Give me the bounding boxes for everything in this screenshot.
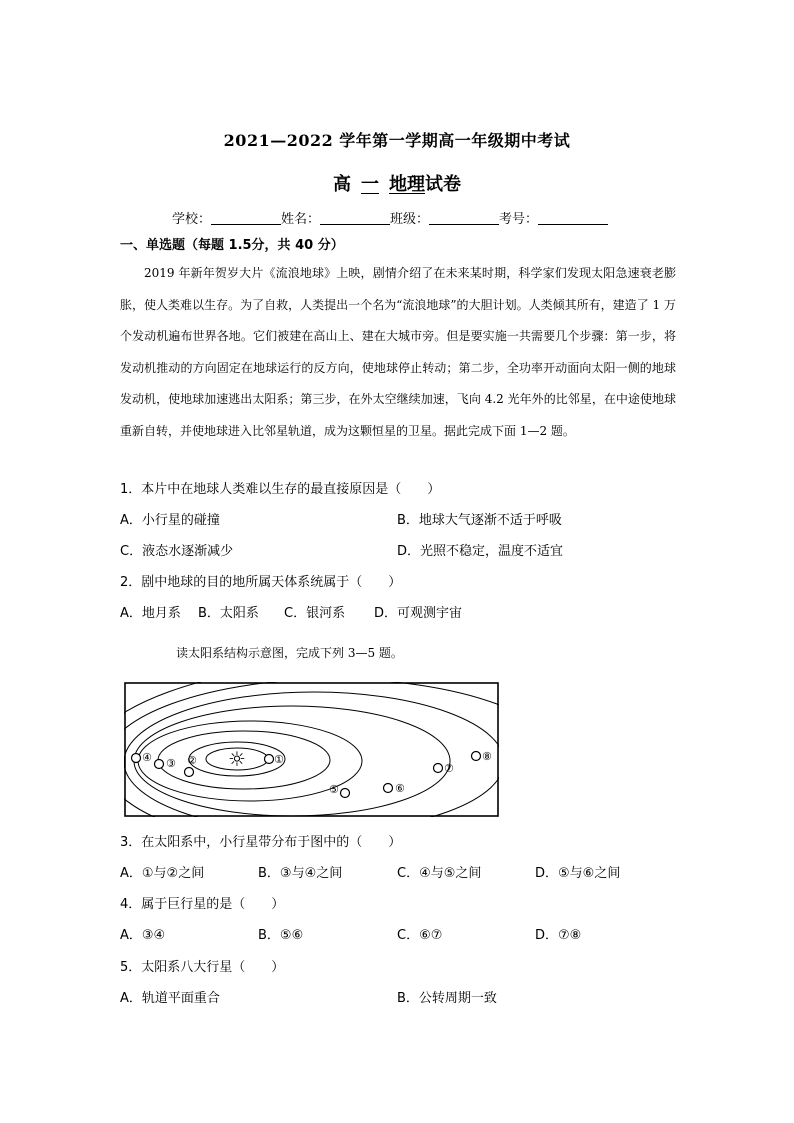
question-3-option-b[interactable]: B．③与④之间	[258, 866, 343, 881]
student-info-line	[172, 208, 608, 227]
question-4-option-c[interactable]: C．⑥⑦	[397, 928, 443, 943]
solar-system-diagram	[124, 682, 499, 817]
question-4-option-b[interactable]: B．⑤⑥	[258, 928, 304, 943]
subtitle-grade: 高	[333, 174, 351, 195]
subtitle-grade-number: 一	[361, 174, 379, 195]
planet-2-label: ②	[187, 754, 197, 767]
planet-6-marker	[384, 784, 393, 793]
sun-icon: ☼	[228, 747, 246, 771]
subtitle-paper: 试卷	[425, 174, 461, 195]
question-5-option-a[interactable]: A．轨道平面重合	[120, 991, 220, 1006]
planet-5-label: ⑤	[329, 783, 339, 796]
planet-8-label: ⑧	[482, 750, 492, 763]
planet-7-marker	[434, 764, 443, 773]
planet-3-marker	[155, 760, 164, 769]
question-3-option-c[interactable]: C．④与⑤之间	[397, 866, 482, 881]
class-label: 班级：	[390, 212, 430, 227]
section-heading: 一、单选题（每题 1.5分，共 40 分）	[120, 238, 344, 253]
name-label: 姓名：	[281, 212, 321, 227]
question-4-option-d[interactable]: D．⑦⑧	[535, 928, 582, 943]
planet-3-label: ③	[166, 757, 176, 770]
planet-1-marker	[265, 755, 274, 764]
planet-1-label: ①	[274, 753, 284, 766]
question-2-option-b[interactable]: B．太阳系	[198, 606, 259, 621]
planet-4-label: ④	[142, 751, 152, 764]
question-5-stem: 5．太阳系八大行星（ ）	[120, 960, 285, 975]
question-4-option-a[interactable]: A．③④	[120, 928, 166, 943]
question-2-option-a[interactable]: A．地月系	[120, 606, 181, 621]
question-1-stem: 1．本片中在地球人类难以生存的最直接原因是（ ）	[120, 482, 441, 497]
question-5-option-b[interactable]: B．公转周期一致	[397, 991, 497, 1006]
name-blank[interactable]	[320, 211, 390, 225]
question-3-stem: 3．在太阳系中，小行星带分布于图中的（ ）	[120, 835, 402, 850]
planet-8-marker	[472, 752, 481, 761]
question-2-option-c[interactable]: C．银河系	[284, 606, 346, 621]
school-blank[interactable]	[211, 211, 281, 225]
question-1-option-a[interactable]: A．小行星的碰撞	[120, 513, 220, 528]
planet-5-marker	[341, 789, 350, 798]
question-1-option-c[interactable]: C．液态水逐渐减少	[120, 544, 234, 559]
question-3-option-d[interactable]: D．⑤与⑥之间	[535, 866, 621, 881]
reading-passage: 2019 年新年贺岁大片《流浪地球》上映，剧情介绍了在未来某时期，科学家们发现太阳急速衰老膨胀，使人类难以生存。为了自救，人类提出一个名为“流浪地球”的大胆计划。人类倾其所有，建造了 1 万个发动机遍布世界各地。它们被建在高山上、建在大城市旁。但是要实施一共需要几个步骤：第一步，将发动机推动的方向固定在地球运行的反方向，使地球停止转动；第二步，全功率开动面向太阳一侧的地球发动机，使地球加速逃出太阳系；第三步，在外太空继续加速，飞向 4.2 光年外的比邻星，在中途使地球重新自转，并使地球进入比邻星轨道，成为这颗恒星的卫星。据此完成下面 1—2 题。	[120, 266, 676, 438]
school-label: 学校：	[172, 212, 212, 227]
planet-4-marker	[132, 754, 141, 763]
question-1-option-d[interactable]: D．光照不稳定，温度不适宜	[397, 544, 564, 559]
subtitle-subject: 地理	[389, 174, 425, 195]
planet-7-label: ⑦	[444, 762, 454, 775]
question-4-stem: 4．属于巨行星的是（ ）	[120, 897, 285, 912]
exam-no-blank[interactable]	[538, 211, 608, 225]
diagram-frame	[125, 683, 498, 816]
question-2-stem: 2．剧中地球的目的地所属天体系统属于（ ）	[120, 575, 402, 590]
planet-2-marker	[185, 768, 194, 777]
question-3-option-a[interactable]: A．①与②之间	[120, 866, 205, 881]
exam-no-label: 考号：	[499, 212, 539, 227]
diagram-prompt: 读太阳系结构示意图，完成下列 3—5 题。	[176, 646, 403, 660]
planet-6-label: ⑥	[395, 782, 405, 795]
exam-subtitle	[0, 170, 794, 196]
class-blank[interactable]	[429, 211, 499, 225]
question-2-option-d[interactable]: D．可观测宇宙	[374, 606, 463, 621]
exam-title: 2021—2022 学年第一学期高一年级期中考试	[223, 131, 571, 150]
question-1-option-b[interactable]: B．地球大气逐渐不适于呼吸	[397, 513, 562, 528]
